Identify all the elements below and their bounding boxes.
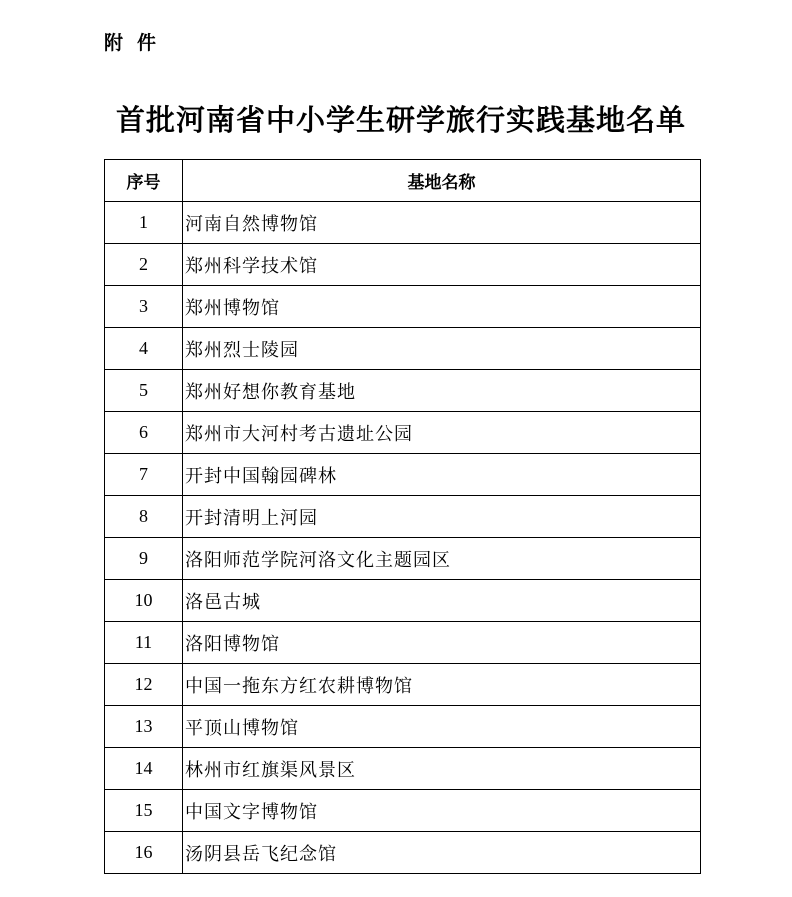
base-name: 中国文字博物馆 bbox=[183, 790, 701, 832]
row-number: 13 bbox=[105, 706, 183, 748]
row-number: 7 bbox=[105, 454, 183, 496]
base-list-table bbox=[104, 159, 701, 874]
table-row bbox=[105, 790, 701, 832]
row-number: 1 bbox=[105, 202, 183, 244]
table-row bbox=[105, 748, 701, 790]
table-row bbox=[105, 580, 701, 622]
row-number: 14 bbox=[105, 748, 183, 790]
base-name: 郑州科学技术馆 bbox=[183, 244, 701, 286]
base-name: 开封清明上河园 bbox=[183, 496, 701, 538]
row-number: 11 bbox=[105, 622, 183, 664]
table-row bbox=[105, 832, 701, 874]
column-header-base-name: 基地名称 bbox=[183, 160, 701, 202]
row-number: 6 bbox=[105, 412, 183, 454]
row-number: 3 bbox=[105, 286, 183, 328]
base-name: 洛阳师范学院河洛文化主题园区 bbox=[183, 538, 701, 580]
base-name: 开封中国翰园碑林 bbox=[183, 454, 701, 496]
table-row bbox=[105, 538, 701, 580]
table-row bbox=[105, 286, 701, 328]
table-row bbox=[105, 664, 701, 706]
table-row bbox=[105, 622, 701, 664]
table-body bbox=[105, 202, 701, 874]
row-number: 15 bbox=[105, 790, 183, 832]
table-row bbox=[105, 328, 701, 370]
attachment-label: 附件 bbox=[104, 32, 171, 54]
table-row bbox=[105, 244, 701, 286]
base-name: 汤阴县岳飞纪念馆 bbox=[183, 832, 701, 874]
row-number: 2 bbox=[105, 244, 183, 286]
base-name: 郑州好想你教育基地 bbox=[183, 370, 701, 412]
document-title: 首批河南省中小学生研学旅行实践基地名单 bbox=[115, 103, 686, 137]
base-name: 郑州市大河村考古遗址公园 bbox=[183, 412, 701, 454]
table-row bbox=[105, 706, 701, 748]
base-name: 林州市红旗渠风景区 bbox=[183, 748, 701, 790]
base-name: 平顶山博物馆 bbox=[183, 706, 701, 748]
row-number: 4 bbox=[105, 328, 183, 370]
table-row bbox=[105, 370, 701, 412]
base-name: 中国一拖东方红农耕博物馆 bbox=[183, 664, 701, 706]
table-row bbox=[105, 412, 701, 454]
row-number: 16 bbox=[105, 832, 183, 874]
row-number: 5 bbox=[105, 370, 183, 412]
base-name: 洛邑古城 bbox=[183, 580, 701, 622]
base-name: 河南自然博物馆 bbox=[183, 202, 701, 244]
table-header-row bbox=[105, 160, 701, 202]
base-name: 郑州烈士陵园 bbox=[183, 328, 701, 370]
row-number: 8 bbox=[105, 496, 183, 538]
table-row bbox=[105, 454, 701, 496]
base-name: 洛阳博物馆 bbox=[183, 622, 701, 664]
row-number: 10 bbox=[105, 580, 183, 622]
table-row bbox=[105, 496, 701, 538]
row-number: 12 bbox=[105, 664, 183, 706]
row-number: 9 bbox=[105, 538, 183, 580]
column-header-number: 序号 bbox=[105, 160, 183, 202]
table-row bbox=[105, 202, 701, 244]
base-name: 郑州博物馆 bbox=[183, 286, 701, 328]
